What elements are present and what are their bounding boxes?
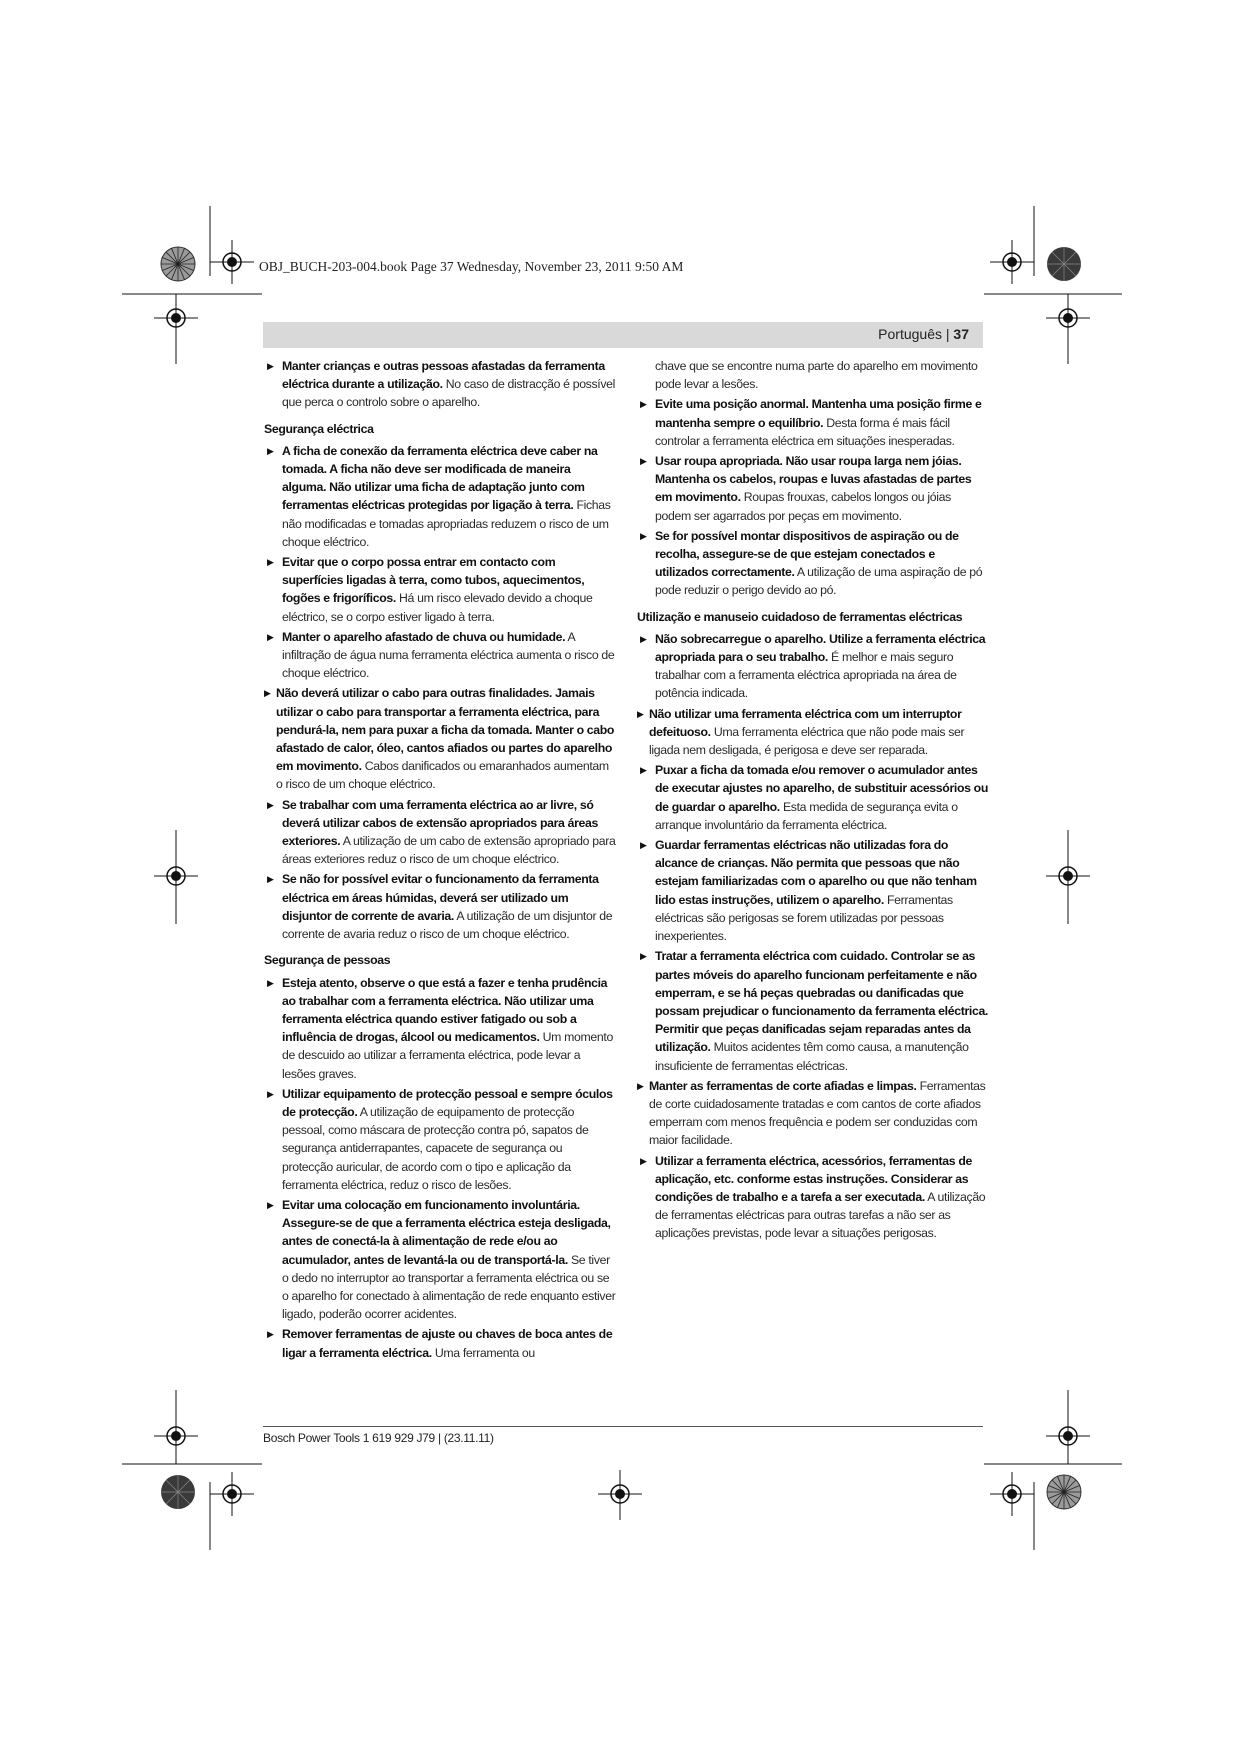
bullet-triangle-icon: ▶ (637, 708, 644, 719)
bullet-item (637, 1077, 989, 1150)
item-text: A utilização de uma aspiração de pó pode reduzir o perigo devido ao pó. (655, 565, 983, 598)
bullet-triangle-icon: ▶ (267, 1199, 274, 1210)
page-number: 37 (953, 326, 969, 342)
bullet-item (264, 684, 616, 793)
bullet-triangle-icon: ▶ (640, 840, 647, 851)
section-heading: Segurança de pessoas (264, 953, 391, 968)
item-text: No caso de distracção é possível que perca o controlo sobre o aparelho. (282, 377, 616, 410)
bullet-item (637, 836, 989, 945)
bullet-triangle-icon: ▶ (640, 951, 647, 962)
bullet-item (637, 947, 989, 1074)
item-bold: Usar roupa apropriada. Não usar roupa larga nem jóias. Mantenha os cabelos, roupas e luvas afastadas de partes em movimento. (655, 454, 972, 505)
item-text: A utilização de um cabo de extensão apropriado para áreas exteriores reduz o risco de um choque eléctrico. (282, 834, 616, 867)
item-bold: Se for possível montar dispositivos de aspiração ou de recolha, assegure-se de que estejam conectados e utilizados correctamente. (655, 528, 959, 580)
bullet-item (264, 357, 616, 412)
bullet-triangle-icon: ▶ (640, 765, 647, 776)
bullet-item (637, 527, 989, 600)
section-heading: Utilização e manuseio cuidadoso de ferramentas eléctricas (637, 609, 963, 624)
bullet-triangle-icon: ▶ (267, 977, 274, 988)
item-text: Há um risco elevado devido a choque eléctrico, se o corpo estiver ligado à terra. (282, 591, 593, 624)
item-text: chave que se encontre numa parte do aparelho em movimento pode levar a lesões. (655, 359, 978, 392)
item-text: A infiltração de água numa ferramenta eléctrica aumenta o risco de choque eléctrico. (282, 629, 615, 681)
bullet-item (264, 974, 616, 1083)
item-text: Roupas frouxas, cabelos longos ou jóias podem ser agarrados por peças em movimento. (655, 490, 951, 523)
item-bold: A ficha de conexão da ferramenta eléctrica deve caber na tomada. A ficha não deve ser modificada de maneira alguma. Não utilizar uma ficha de adaptação junto com ferramentas eléctricas protegidas por ligação à terra. (282, 443, 598, 513)
item-bold: Tratar a ferramenta eléctrica com cuidado. Controlar se as partes móveis do aparelho funcionam perfeitamente e não emperram, e se há peças quebradas ou danificadas que possam prejudicar o funcionamento da ferramenta eléctrica. Permitir que peças danificadas sejam reparadas antes da utilização. (655, 949, 989, 1055)
item-bold: Não deverá utilizar o cabo para outras finalidades. Jamais utilizar o cabo para transportar a ferramenta eléctrica, para pendurá-la, nem para puxar a ficha da tomada. Manter o cabo afastado de calor, óleo, cantos afiados ou partes do aparelho em movimento. (276, 686, 615, 774)
item-bold: Se trabalhar com uma ferramenta eléctrica ao ar livre, só deverá utilizar cabos de extensão apropriados para áreas exteriores. (282, 797, 598, 849)
bullet-item (264, 442, 616, 551)
item-text: Ferramentas eléctricas são perigosas se forem utilizadas por pessoas inexperientes. (655, 892, 953, 944)
page-header (878, 326, 969, 342)
item-bold: Esteja atento, observe o que está a fazer e tenha prudência ao trabalhar com a ferramenta eléctrica. Não utilizar uma ferramenta eléctrica quando estiver fatigado ou sob a influência de drogas, álcool ou medicamentos. (282, 975, 608, 1045)
bullet-item (264, 553, 616, 626)
bullet-triangle-icon: ▶ (640, 1155, 647, 1166)
item-bold: Manter as ferramentas de corte afiadas e limpas. (649, 1078, 917, 1093)
item-text: Uma ferramenta ou (431, 1345, 535, 1360)
item-text: A utilização de equipamento de protecção pessoal, como máscara de protecção contra pó, sapatos de segurança antiderrapantes, capacete de segurança ou protecção auricular, de acordo com o tipo e aplicação da ferramenta eléctrica, reduz o risco de lesões. (282, 1104, 589, 1192)
item-bold: Guardar ferramentas eléctricas não utilizadas fora do alcance de crianças. Não permita que pessoas que não estejam familiarizadas com o aparelho ou que não tenham lido estas instruções, utilizem o aparelho. (655, 838, 977, 907)
item-bold: Se não for possível evitar o funcionamento da ferramenta eléctrica em áreas húmidas, deverá ser utilizado um disjuntor de corrente de avaria. (282, 872, 599, 923)
item-bold: Não sobrecarregue o aparelho. Utilize a ferramenta eléctrica apropriada para o seu trabalho. (655, 631, 986, 665)
bullet-item (637, 705, 989, 760)
continued-text (637, 357, 989, 393)
bullet-triangle-icon: ▶ (264, 688, 271, 699)
bullet-triangle-icon: ▶ (267, 361, 274, 371)
section-heading: Segurança eléctrica (264, 421, 374, 436)
item-bold: Remover ferramentas de ajuste ou chaves de boca antes de ligar a ferramenta eléctrica. (282, 1327, 613, 1360)
bullet-item (637, 761, 989, 834)
bullet-triangle-icon: ▶ (267, 445, 274, 456)
item-text: Fichas não modificadas e tomadas apropriadas reduzem o risco de um choque eléctrico. (282, 498, 611, 549)
item-text: Muitos acidentes têm como causa, a manutenção insuficiente de ferramentas eléctricas. (655, 1040, 969, 1073)
item-text: Cabos danificados ou emaranhados aumentam o risco de um choque eléctrico. (276, 759, 609, 792)
footer-divider (263, 1426, 983, 1427)
bullet-triangle-icon: ▶ (640, 456, 647, 467)
item-text: Esta medida de segurança evita o arranque involuntário da ferramenta eléctrica. (655, 799, 958, 832)
book-slug-line: OBJ_BUCH-203-004.book Page 37 Wednesday, November 23, 2011 9:50 AM (259, 259, 684, 274)
bullet-triangle-icon: ▶ (267, 1329, 274, 1340)
item-text: Se tiver o dedo no interruptor ao transportar a ferramenta eléctrica ou se o aparelho for conectado à alimentação de rede enquanto estiver ligado, poderão ocorrer acidentes. (282, 1252, 616, 1322)
item-text: Desta forma é mais fácil controlar a ferramenta eléctrica em situações inesperadas. (655, 415, 955, 448)
left-column (264, 357, 616, 1364)
bullet-item (637, 630, 989, 703)
item-text: É melhor e mais seguro trabalhar com a ferramenta eléctrica apropriada na área de potência indicada. (655, 650, 957, 701)
bullet-triangle-icon: ▶ (640, 530, 647, 541)
item-text: Um momento de descuido ao utilizar a ferramenta eléctrica, pode levar a lesões graves. (282, 1030, 613, 1081)
item-bold: Utilizar equipamento de protecção pessoal e sempre óculos de protecção. (282, 1086, 613, 1119)
bullet-item (264, 1325, 616, 1361)
bullet-triangle-icon: ▶ (267, 631, 274, 642)
bullet-triangle-icon: ▶ (640, 633, 647, 644)
item-text: Uma ferramenta eléctrica que não pode mais ser ligada nem desligada, é perigosa e deve ser reparada. (649, 724, 965, 758)
bullet-item (637, 395, 989, 450)
item-bold: Manter crianças e outras pessoas afastadas da ferramenta eléctrica durante a utilização. (282, 359, 605, 392)
item-bold: Evitar uma colocação em funcionamento involuntária. Assegure-se de que a ferramenta eléctrica esteja desligada, antes de conectá-la à alimentação de rede e/ou ao acumulador, antes de levantá-la ou de transportá-la. (282, 1197, 611, 1267)
item-text: A utilização de ferramentas eléctricas para outras tarefas a não ser as aplicações previstas, pode levar a situações perigosas. (655, 1189, 986, 1241)
item-bold: Puxar a ficha da tomada e/ou remover o acumulador antes de executar ajustes no aparelho, de substituir acessórios ou de guardar o aparelho. (655, 763, 988, 814)
item-text: Ferramentas de corte cuidadosamente tratadas e com cantos de corte afiados emperram com menos frequência e podem ser conduzidas com maior facilidade. (649, 1078, 986, 1148)
page-footer: Bosch Power Tools 1 619 929 J79 | (23.11.11) (263, 1431, 494, 1445)
bullet-triangle-icon: ▶ (267, 1088, 274, 1099)
header-language: Português | (878, 326, 954, 342)
item-bold: Utilizar a ferramenta eléctrica, acessórios, ferramentas de aplicação, etc. conforme estas instruções. Considerar as condições de trabalho e a tarefa a ser executada. (655, 1153, 972, 1204)
item-bold: Manter o aparelho afastado de chuva ou humidade. (282, 629, 566, 644)
bullet-triangle-icon: ▶ (267, 557, 274, 568)
bullet-item (637, 452, 989, 525)
item-text: A utilização de um disjuntor de corrente de avaria reduz o risco de um choque eléctrico. (282, 908, 613, 942)
right-column (637, 357, 989, 1245)
bullet-triangle-icon: ▶ (267, 874, 274, 885)
item-bold: Não utilizar uma ferramenta eléctrica com um interruptor defeituoso. (649, 706, 962, 739)
bullet-triangle-icon: ▶ (267, 799, 274, 810)
item-bold: Evitar que o corpo possa entrar em contacto com superfícies ligadas à terra, como tubos, aquecimentos, fogões e frigoríficos. (282, 555, 585, 606)
bullet-triangle-icon: ▶ (640, 399, 647, 410)
bullet-item (264, 1085, 616, 1194)
bullet-item (264, 870, 616, 943)
bullet-item (264, 628, 616, 683)
page-header-bar (263, 322, 983, 348)
item-bold: Evite uma posição anormal. Mantenha uma posição firme e mantenha sempre o equilíbrio. (655, 397, 982, 430)
bullet-item (264, 796, 616, 869)
bullet-item (264, 1196, 616, 1323)
bullet-triangle-icon: ▶ (637, 1080, 644, 1091)
bullet-item (637, 1152, 989, 1243)
